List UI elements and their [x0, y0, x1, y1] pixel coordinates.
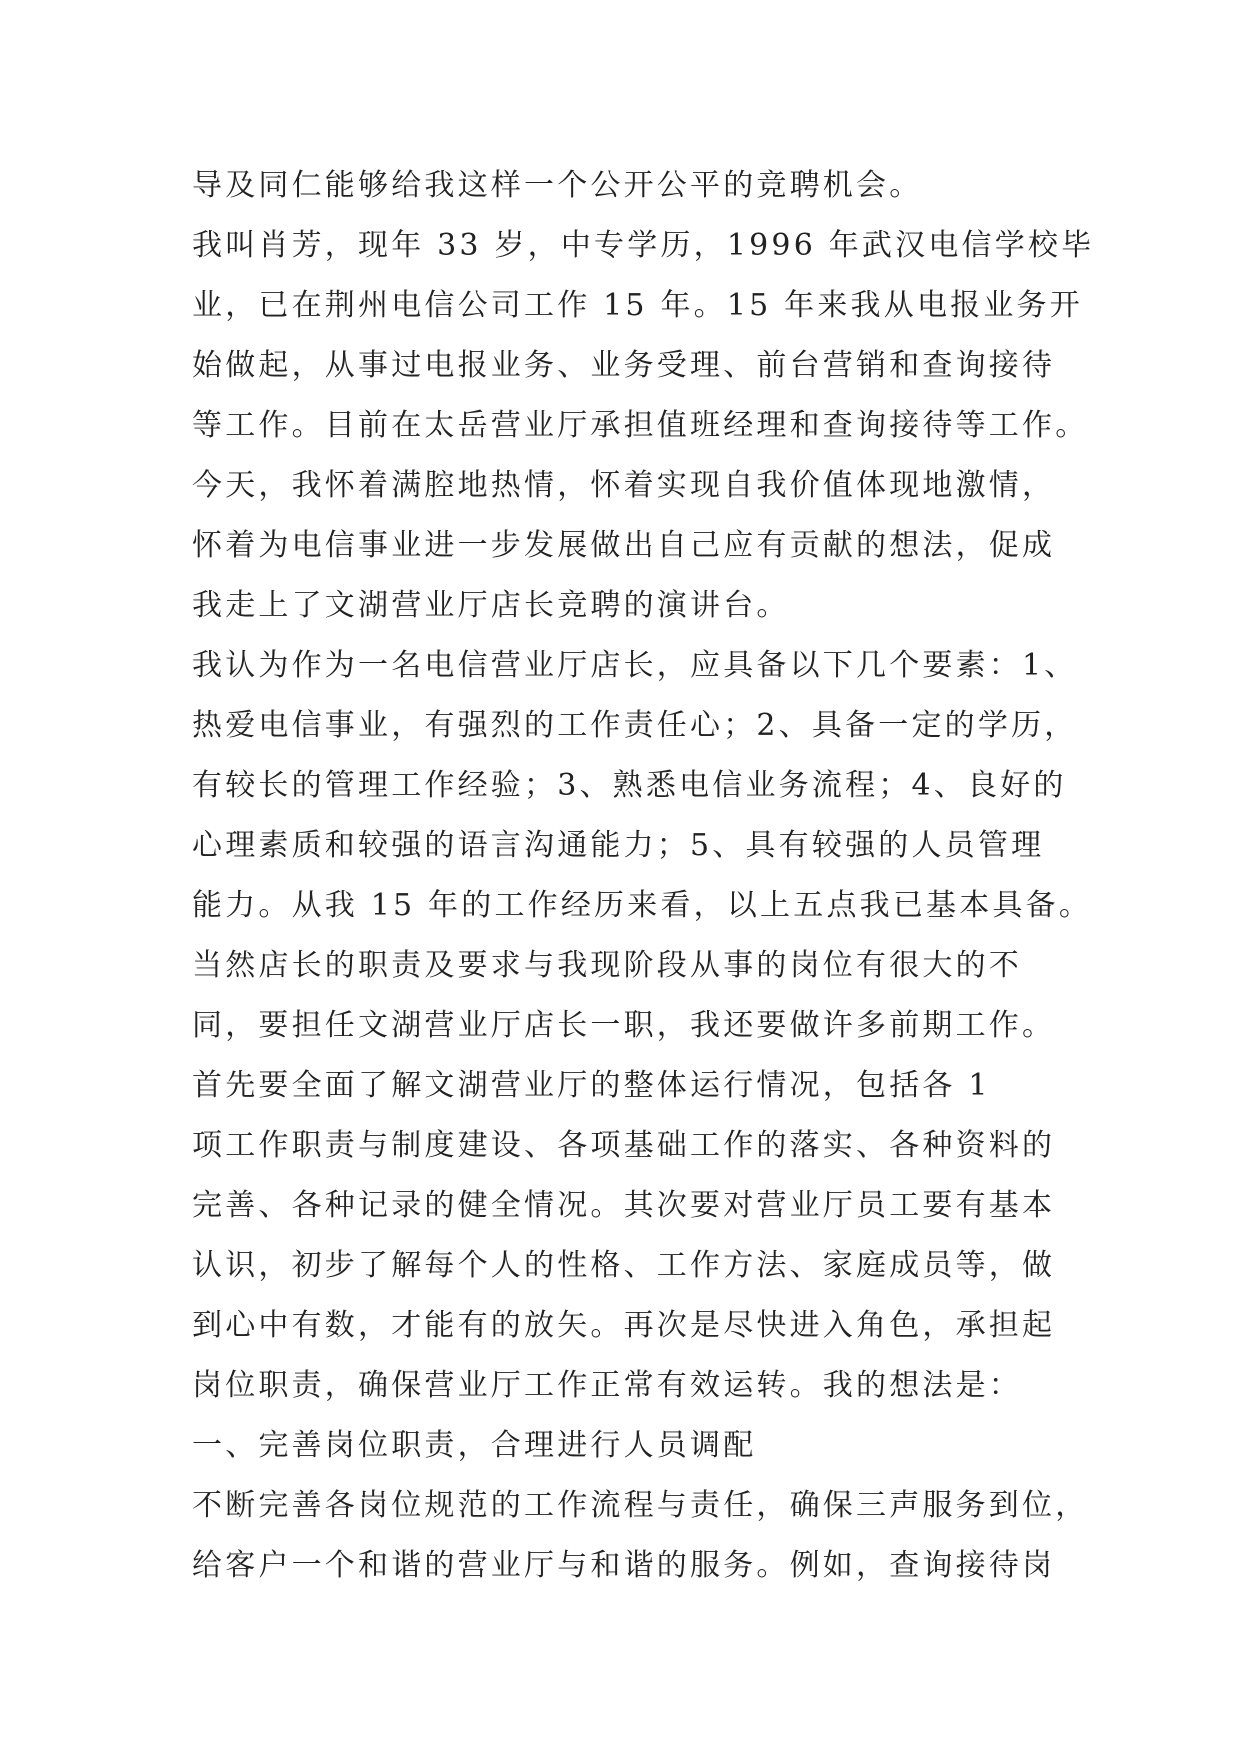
text-line: 完善、各种记录的健全情况。其次要对营业厅员工要有基本 [192, 1188, 1056, 1223]
text-line: 认识，初步了解每个人的性格、工作方法、家庭成员等，做 [192, 1248, 1056, 1283]
text-line: 心理素质和较强的语言沟通能力；5、具有较强的人员管理 [192, 828, 1045, 863]
text-line: 导及同仁能够给我这样一个公开公平的竞聘机会。 [192, 168, 923, 203]
text-line: 等工作。目前在太岳营业厅承担值班经理和查询接待等工作。 [192, 408, 1089, 443]
text-line: 岗位职责，确保营业厅工作正常有效运转。我的想法是： [192, 1368, 1022, 1403]
section-heading: 一、完善岗位职责，合理进行人员调配 [192, 1428, 757, 1463]
text-line: 给客户一个和谐的营业厅与和谐的服务。例如，查询接待岗 [192, 1548, 1056, 1583]
text-line: 今天，我怀着满腔地热情，怀着实现自我价值体现地激情， [192, 468, 1056, 503]
text-line: 不断完善各岗位规范的工作流程与责任，确保三声服务到位， [192, 1488, 1089, 1523]
text-line: 能力。从我 15 年的工作经历来看，以上五点我已基本具备。 [192, 888, 1093, 923]
text-line: 始做起，从事过电报业务、业务受理、前台营销和查询接待 [192, 348, 1056, 383]
text-line: 业，已在荆州电信公司工作 15 年。15 年来我从电报业务开 [192, 288, 1083, 323]
text-line: 怀着为电信事业进一步发展做出自己应有贡献的想法，促成 [192, 528, 1056, 563]
text-line: 同，要担任文湖营业厅店长一职，我还要做许多前期工作。 [192, 1008, 1056, 1043]
text-line: 当然店长的职责及要求与我现阶段从事的岗位有很大的不 [192, 948, 1022, 983]
text-line: 项工作职责与制度建设、各项基础工作的落实、各种资料的 [192, 1128, 1056, 1163]
text-line: 我叫肖芳，现年 33 岁，中专学历，1996 年武汉电信学校毕 [192, 228, 1095, 263]
text-line: 到心中有数，才能有的放矢。再次是尽快进入角色，承担起 [192, 1308, 1056, 1343]
text-line: 我认为作为一名电信营业厅店长，应具备以下几个要素：1、 [192, 648, 1078, 683]
text-line: 首先要全面了解文湖营业厅的整体运行情况，包括各 1 [192, 1068, 991, 1103]
text-line: 热爱电信事业，有强烈的工作责任心；2、具备一定的学历， [192, 708, 1078, 743]
text-line: 我走上了文湖营业厅店长竞聘的演讲台。 [192, 588, 790, 623]
text-line: 有较长的管理工作经验；3、熟悉电信业务流程；4、良好的 [192, 768, 1067, 803]
document-body [192, 156, 1095, 1596]
